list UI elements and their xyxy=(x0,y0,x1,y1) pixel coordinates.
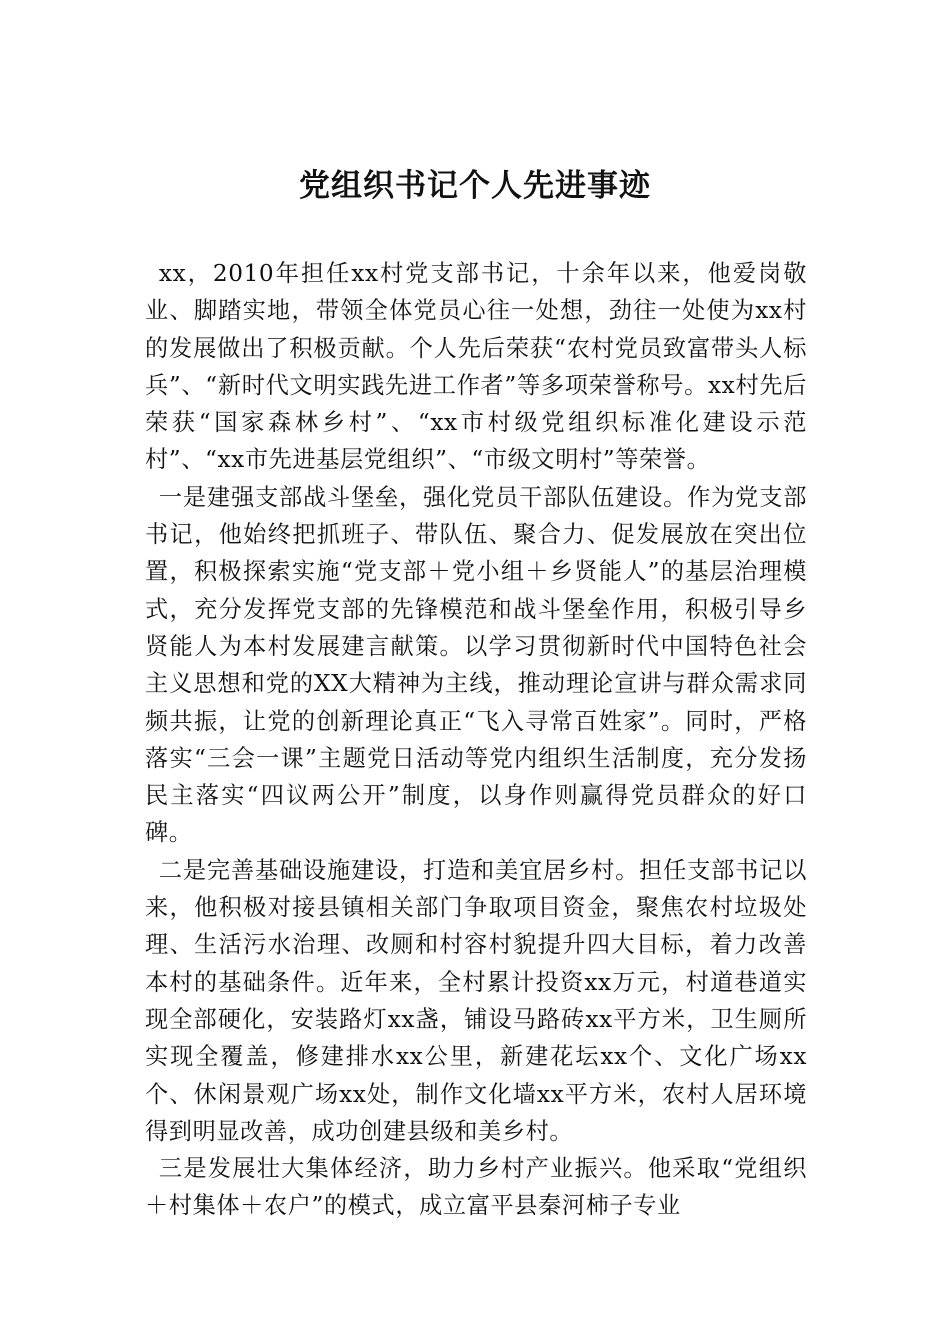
paragraph-intro: xx，2010年担任xx村党支部书记，十余年以来，他爱岗敬业、脚踏实地，带领全体党员心往一处想，劲往一处使为xx村的发展做出了积极贡献。个人先后荣获“农村党员致富带头人标兵”、“新时代文明实践先进工作者”等多项荣誉称号。xx村先后荣获“国家森林乡村”、“xx市村级党组织标准化建设示范村”、“xx市先进基层党组织”、“市级文明村”等荣誉。 xyxy=(145,260,807,474)
document-body xyxy=(145,255,807,1225)
paragraph-party-building: 一是建强支部战斗堡垒，强化党员干部队伍建设。作为党支部书记，他始终把抓班子、带队伍、聚合力、促发展放在突出位置，积极探索实施“党支部＋党小组＋乡贤能人”的基层治理模式，充分发挥党支部的先锋模范和战斗堡垒作用，积极引导乡贤能人为本村发展建言献策。以学习贯彻新时代中国特色社会主义思想和党的XX大精神为主线，推动理论宣讲与群众需求同频共振，让党的创新理论真正“飞入寻常百姓家”。同时，严格落实“三会一课”主题党日活动等党内组织生活制度，充分发扬民主落实“四议两公开”制度，以身作则赢得党员群众的好口碑。 xyxy=(145,483,807,847)
document-title: 党组织书记个人先进事迹 xyxy=(299,168,651,204)
paragraph-collective-economy: 三是发展壮大集体经济，助力乡村产业振兴。他采取“党组织＋村集体＋农户”的模式，成立富平县秦河柿子专业 xyxy=(145,1155,807,1220)
paragraph-infrastructure: 二是完善基础设施建设，打造和美宜居乡村。担任支部书记以来，他积极对接县镇相关部门争取项目资金，聚焦农村垃圾处理、生活污水治理、改厕和村容村貌提升四大目标，着力改善本村的基础条件。近年来，全村累计投资xx万元，村道巷道实现全部硬化，安装路灯xx盏，铺设马路砖xx平方米，卫生厕所实现全覆盖，修建排水xx公里，新建花坛xx个、文化广场xx个、休闲景观广场xx处，制作文化墙xx平方米，农村人居环境得到明显改善，成功创建县级和美乡村。 xyxy=(145,856,807,1145)
